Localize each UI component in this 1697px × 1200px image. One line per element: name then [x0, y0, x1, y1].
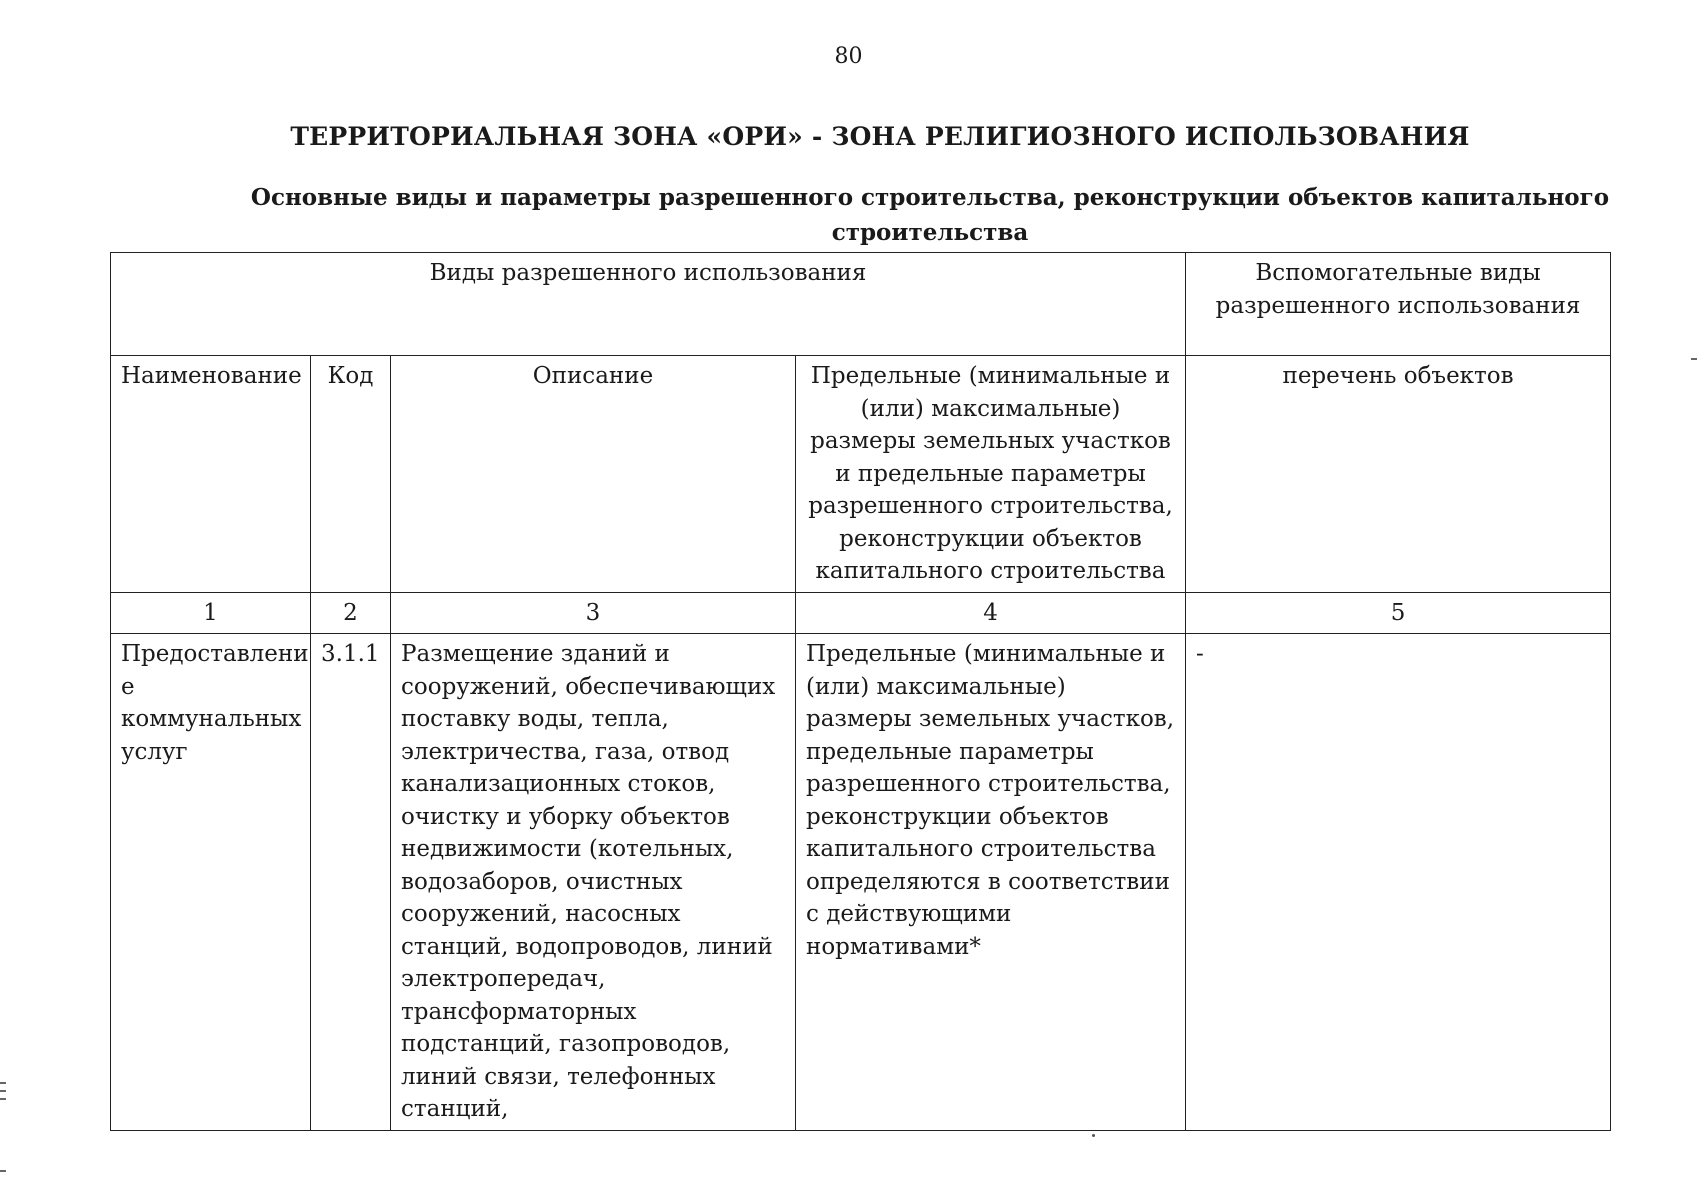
scan-edge-mark — [0, 1090, 6, 1092]
section-subtitle: Основные виды и параметры разрешенного строительства, реконструкции объектов капитального строительства — [250, 184, 1610, 246]
column-number-row — [111, 592, 1611, 634]
group-header-auxiliary: Вспомогательные виды разрешенного использования — [1186, 253, 1611, 356]
column-header-row — [111, 356, 1611, 593]
column-header-description: Описание — [391, 356, 796, 593]
column-number: 4 — [796, 592, 1186, 634]
land-use-table — [110, 252, 1611, 1131]
column-number: 5 — [1186, 592, 1611, 634]
scan-edge-mark — [1691, 358, 1697, 360]
column-number: 2 — [311, 592, 391, 634]
scan-edge-mark — [0, 1170, 6, 1172]
column-header-parameters: Предельные (минимальные и (или) максимальные) размеры земельных участков и предельные параметры разрешенного строительства, реконструкции объектов капитального строительства — [796, 356, 1186, 593]
column-header-code: Код — [311, 356, 391, 593]
cell-auxiliary: - — [1186, 634, 1611, 1131]
scan-edge-mark — [0, 1098, 6, 1100]
page-number: 80 — [834, 44, 863, 69]
column-header-objects-list: перечень объектов — [1186, 356, 1611, 593]
group-header-row — [111, 253, 1611, 356]
cell-name: Предоставлени е коммунальных услуг — [111, 634, 311, 1131]
column-number: 1 — [111, 592, 311, 634]
cell-code: 3.1.1 — [311, 634, 391, 1131]
zone-title: ТЕРРИТОРИАЛЬНАЯ ЗОНА «ОРИ» - ЗОНА РЕЛИГИОЗНОГО ИСПОЛЬЗОВАНИЯ — [290, 122, 1470, 151]
table-row — [111, 634, 1611, 1131]
cell-parameters: Предельные (минимальные и (или) максимальные) размеры земельных участков, предельные параметры разрешенного строительства, реконструкции объектов капитального строительства определяются в соответствии с действующими нормативами* — [796, 634, 1186, 1131]
column-number: 3 — [391, 592, 796, 634]
group-header-main: Виды разрешенного использования — [111, 253, 1186, 356]
scan-edge-mark — [0, 1082, 6, 1084]
scan-speck — [1092, 1134, 1095, 1137]
cell-description: Размещение зданий и сооружений, обеспечивающих поставку воды, тепла, электричества, газа, отвод канализационных стоков, очистку и уборку объектов недвижимости (котельных, водозаборов, очистных сооружений, насосных станций, водопроводов, линий электропередач, трансформаторных подстанций, газопроводов, линий связи, телефонных станций, — [391, 634, 796, 1131]
column-header-name: Наименование — [111, 356, 311, 593]
